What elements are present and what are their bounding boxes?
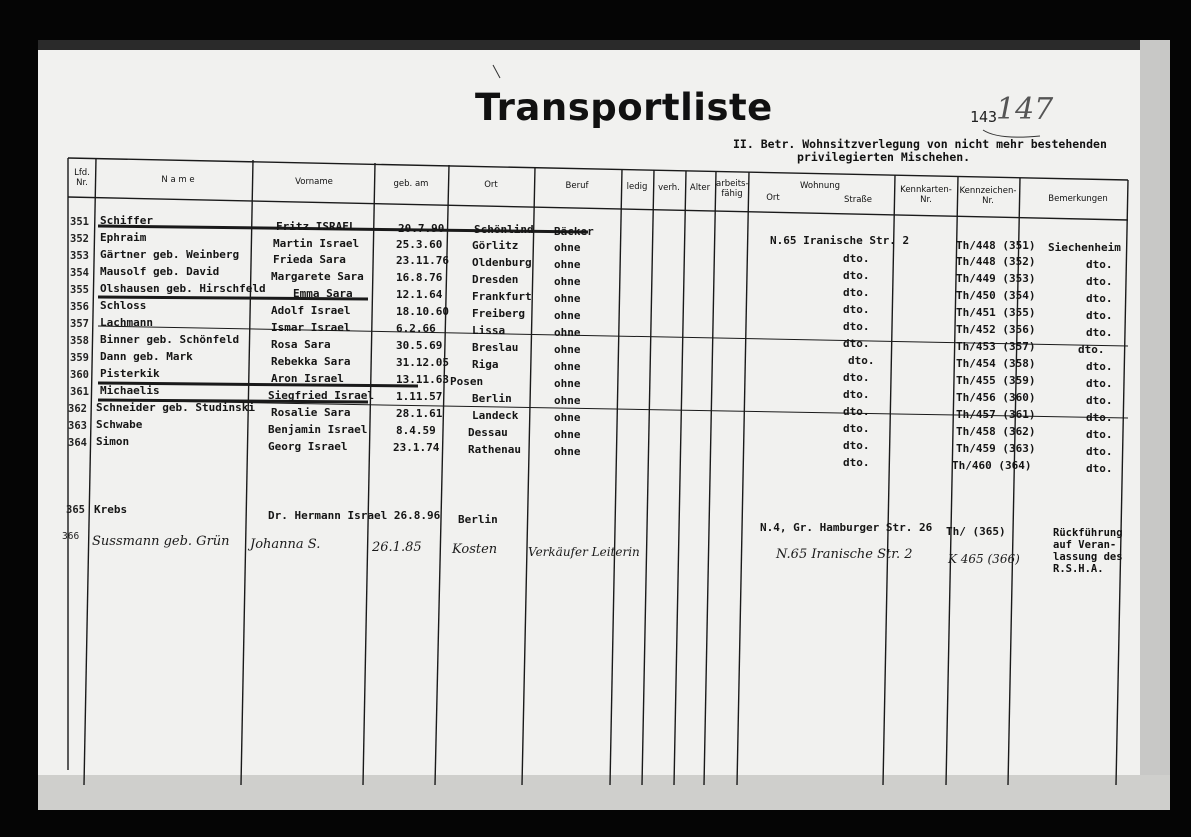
row-3-vorname: Frieda Sara [273,253,346,266]
row-365-wohnung: N.4, Gr. Hamburger Str. 26 [760,521,933,534]
row-6-kennzeichen: Th/451 (355) [956,306,1036,319]
row-2-ort: Görlitz [472,239,519,252]
row-10-kennzeichen: Th/455 (359) [956,374,1036,387]
row-14-bem: dto. [1086,445,1113,458]
row-6-vorname: Adolf Israel [271,304,351,317]
col-header-verh: verh. [658,183,680,193]
row-9-nr: 359 [70,352,89,364]
row-13-bem: dto. [1086,428,1113,441]
subject-line-1: II. Betr. Wohnsitzverlegung von nicht mehr bestehenden [733,137,1107,151]
row-11-nr: 361 [70,386,89,398]
page-number: 143 [970,108,998,126]
row-366-kennzeichen: K 465 (366) [948,552,1020,566]
row-14-geb: 23.1.74 [393,441,440,454]
row-3-beruf: ohne [554,258,581,271]
row-14-kennzeichen: Th/459 (363) [956,442,1036,455]
row-8-name: Binner geb. Schönfeld [100,333,240,346]
row-8-nr: 358 [70,335,89,347]
row-2-bem: Siechenheim [1048,241,1121,254]
col-header-vorname: Vorname [295,177,333,187]
row-5-geb: 12.1.64 [396,288,443,301]
row-9-wohnung: dto. [848,354,875,367]
col-header-beruf: Beruf [565,181,589,191]
page-number-handwritten: 147 [996,92,1054,127]
row-3-ort: Oldenburg [472,256,532,269]
row-13-vorname: Benjamin Israel [268,423,368,436]
row-7-nr: 357 [70,318,89,330]
row-365-remark [1053,527,1123,575]
row-4-geb: 16.8.76 [396,271,443,284]
row-6-wohnung: dto. [843,303,870,316]
row-12-bem: dto. [1086,411,1113,424]
row-9-geb: 31.12.05 [396,356,449,369]
col-header-kennzeichen: Kennzeichen-Nr. [959,186,1017,206]
row-1-beruf: Bäcker [554,225,594,238]
row-4-name: Mausolf geb. David [100,265,220,278]
row-365-ort: Berlin [458,513,498,526]
row-4-wohnung: dto. [843,269,870,282]
row-13-kennzeichen: Th/458 (362) [956,425,1036,438]
row-11-name: Michaelis [100,384,160,397]
row-5-ort: Frankfurt [472,290,532,303]
row-1-name: Schiffer [100,214,153,227]
row-366-beruf: Verkäufer Leiterin [528,545,640,559]
row-2-wohnung: N.65 Iranische Str. 2 [770,234,910,247]
row-3-bem: dto. [1086,258,1113,271]
row-12-wohnung: dto. [843,405,870,418]
row-5-nr: 355 [70,284,89,296]
row-15-bem: dto. [1086,462,1113,475]
row-8-bem: dto. [1078,343,1105,356]
row-11-wohnung: dto. [843,388,870,401]
row-15-wohnung: dto. [843,456,870,469]
row-8-geb: 30.5.69 [396,339,443,352]
col-header-wohnung-strasse: Straße [843,195,872,205]
row-11-geb: 1.11.57 [396,390,443,403]
row-9-bem: dto. [1086,360,1113,373]
row-13-ort: Dessau [468,426,508,439]
row-3-kennzeichen: Th/448 (352) [956,255,1036,268]
row-4-ort: Dresden [472,273,519,286]
row-10-ort: Posen [450,375,484,388]
col-header-ledig: ledig [626,182,648,192]
row-7-wohnung: dto. [843,320,870,333]
row-7-bem: dto. [1086,326,1113,339]
row-6-ort: Freiberg [472,307,525,320]
row-366-geb: 26.1.85 [372,540,422,555]
col-header-lfd: Lfd. Nr. [74,168,90,188]
row-6-name: Schloss [100,299,147,312]
row-6-geb: 18.10.60 [396,305,449,318]
row-4-kennzeichen: Th/449 (353) [956,272,1036,285]
row-7-beruf: ohne [554,326,581,339]
col-header-arbeitsfaehig: arbeits-fähig [716,179,749,199]
row-366-nr: 366 [62,531,80,542]
row-2-nr: 352 [70,233,89,245]
row-1-vorname: Fritz ISRAEL [276,220,356,233]
row-7-kennzeichen: Th/452 (356) [956,323,1036,336]
row-14-nr: 364 [68,437,87,449]
row-365-vorname-geb: Dr. Hermann Israel 26.8.96 [268,509,441,522]
row-3-geb: 23.11.76 [396,254,449,267]
row-14-name: Simon [96,435,130,448]
row-1-geb: 20.7.90 [398,222,445,235]
row-8-beruf: ohne [554,343,581,356]
col-header-geb: geb. am [393,179,429,189]
remark-line-3: lassung des [1053,551,1123,563]
row-5-bem: dto. [1086,292,1113,305]
row-13-beruf: ohne [554,428,581,441]
row-12-ort: Landeck [472,409,519,422]
row-1-nr: 351 [70,216,89,228]
row-5-name: Olshausen geb. Hirschfeld [100,282,266,295]
row-14-wohnung: dto. [843,439,870,452]
row-1-ort: Schönlind [474,223,534,236]
row-10-nr: 360 [70,369,89,381]
row-366-name: Sussmann geb. Grün [92,534,230,549]
row-6-nr: 356 [70,301,89,313]
row-12-beruf: ohne [554,411,581,424]
row-4-bem: dto. [1086,275,1113,288]
col-header-alter: Alter [689,183,711,193]
row-9-ort: Riga [472,358,499,371]
col-header-ort: Ort [484,180,498,190]
row-14-beruf: ohne [554,445,581,458]
row-10-beruf: ohne [554,377,581,390]
row-8-vorname: Rosa Sara [271,338,331,351]
row-366-ort: Kosten [452,542,498,557]
row-4-vorname: Margarete Sara [271,270,364,283]
row-10-bem: dto. [1086,377,1113,390]
row-2-beruf: ohne [554,241,581,254]
row-11-bem: dto. [1086,394,1113,407]
row-14-vorname: Georg Israel [268,440,348,453]
row-2-geb: 25.3.60 [396,238,443,251]
row-11-beruf: ohne [554,394,581,407]
row-7-vorname: Ismar Israel [271,321,351,334]
row-6-bem: dto. [1086,309,1113,322]
row-6-beruf: ohne [554,309,581,322]
row-13-geb: 8.4.59 [396,424,436,437]
row-5-beruf: ohne [554,292,581,305]
row-12-kennzeichen: Th/457 (361) [956,408,1036,421]
row-9-vorname: Rebekka Sara [271,355,351,368]
document-sheet [38,40,1170,810]
row-8-wohnung: dto. [843,337,870,350]
row-365-nr: 365 [66,504,85,516]
row-8-ort: Breslau [472,341,519,354]
col-header-wohnung: Wohnung [799,181,841,191]
col-header-kennkarten: Kennkarten-Nr. [900,185,952,205]
row-3-name: Gärtner geb. Weinberg [100,248,240,261]
row-9-kennzeichen: Th/454 (358) [956,357,1036,370]
row-8-kennzeichen: Th/453 (357) [956,340,1036,353]
row-12-vorname: Rosalie Sara [271,406,351,419]
row-12-geb: 28.1.61 [396,407,443,420]
row-365-name: Krebs [94,503,128,516]
row-7-name: Lachmann [100,316,153,329]
row-4-beruf: ohne [554,275,581,288]
row-13-name: Schwabe [96,418,143,431]
row-7-geb: 6.2.66 [396,322,436,335]
row-11-ort: Berlin [472,392,512,405]
row-5-kennzeichen: Th/450 (354) [956,289,1036,302]
row-2-vorname: Martin Israel [273,237,360,250]
row-2-kennzeichen: Th/448 (351) [956,239,1036,252]
row-3-wohnung: dto. [843,252,870,265]
row-3-nr: 353 [70,250,89,262]
col-header-name: N a m e [161,175,195,185]
row-10-wohnung: dto. [843,371,870,384]
row-14-ort: Rathenau [468,443,521,456]
col-header-bemerkungen: Bemerkungen [1048,194,1108,204]
row-9-beruf: ohne [554,360,581,373]
row-11-kennzeichen: Th/456 (360) [956,391,1036,404]
col-header-wohnung-ort: Ort [766,193,780,203]
row-12-name: Schneider geb. Studinski [96,401,255,414]
row-11-vorname: Siegfried Israel [268,389,374,402]
row-10-name: Pisterkik [100,367,160,380]
row-5-wohnung: dto. [843,286,870,299]
document-subject [733,138,1107,164]
row-9-name: Dann geb. Mark [100,350,193,363]
remark-line-2: auf Veran- [1053,539,1117,551]
row-10-vorname: Aron Israel [271,372,344,385]
row-5-vorname: Emma Sara [293,287,353,300]
row-4-nr: 354 [70,267,89,279]
row-15-kennzeichen: Th/460 (364) [952,459,1032,472]
subject-line-2: privilegierten Mischehen. [797,150,971,164]
row-13-nr: 363 [68,420,87,432]
row-2-name: Ephraim [100,231,147,244]
row-366-vorname: Johanna S. [250,537,321,552]
row-7-ort: Lissa [472,324,506,337]
remark-line-1: Rückführung [1053,527,1123,539]
row-13-wohnung: dto. [843,422,870,435]
remark-line-4: R.S.H.A. [1053,563,1104,575]
row-366-wohnung: N.65 Iranische Str. 2 [776,547,913,562]
document-title: Transportliste [475,86,773,129]
row-365-kennzeichen: Th/ (365) [946,525,1006,538]
row-10-geb: 13.11.63 [396,373,449,386]
row-12-nr: 362 [68,403,87,415]
